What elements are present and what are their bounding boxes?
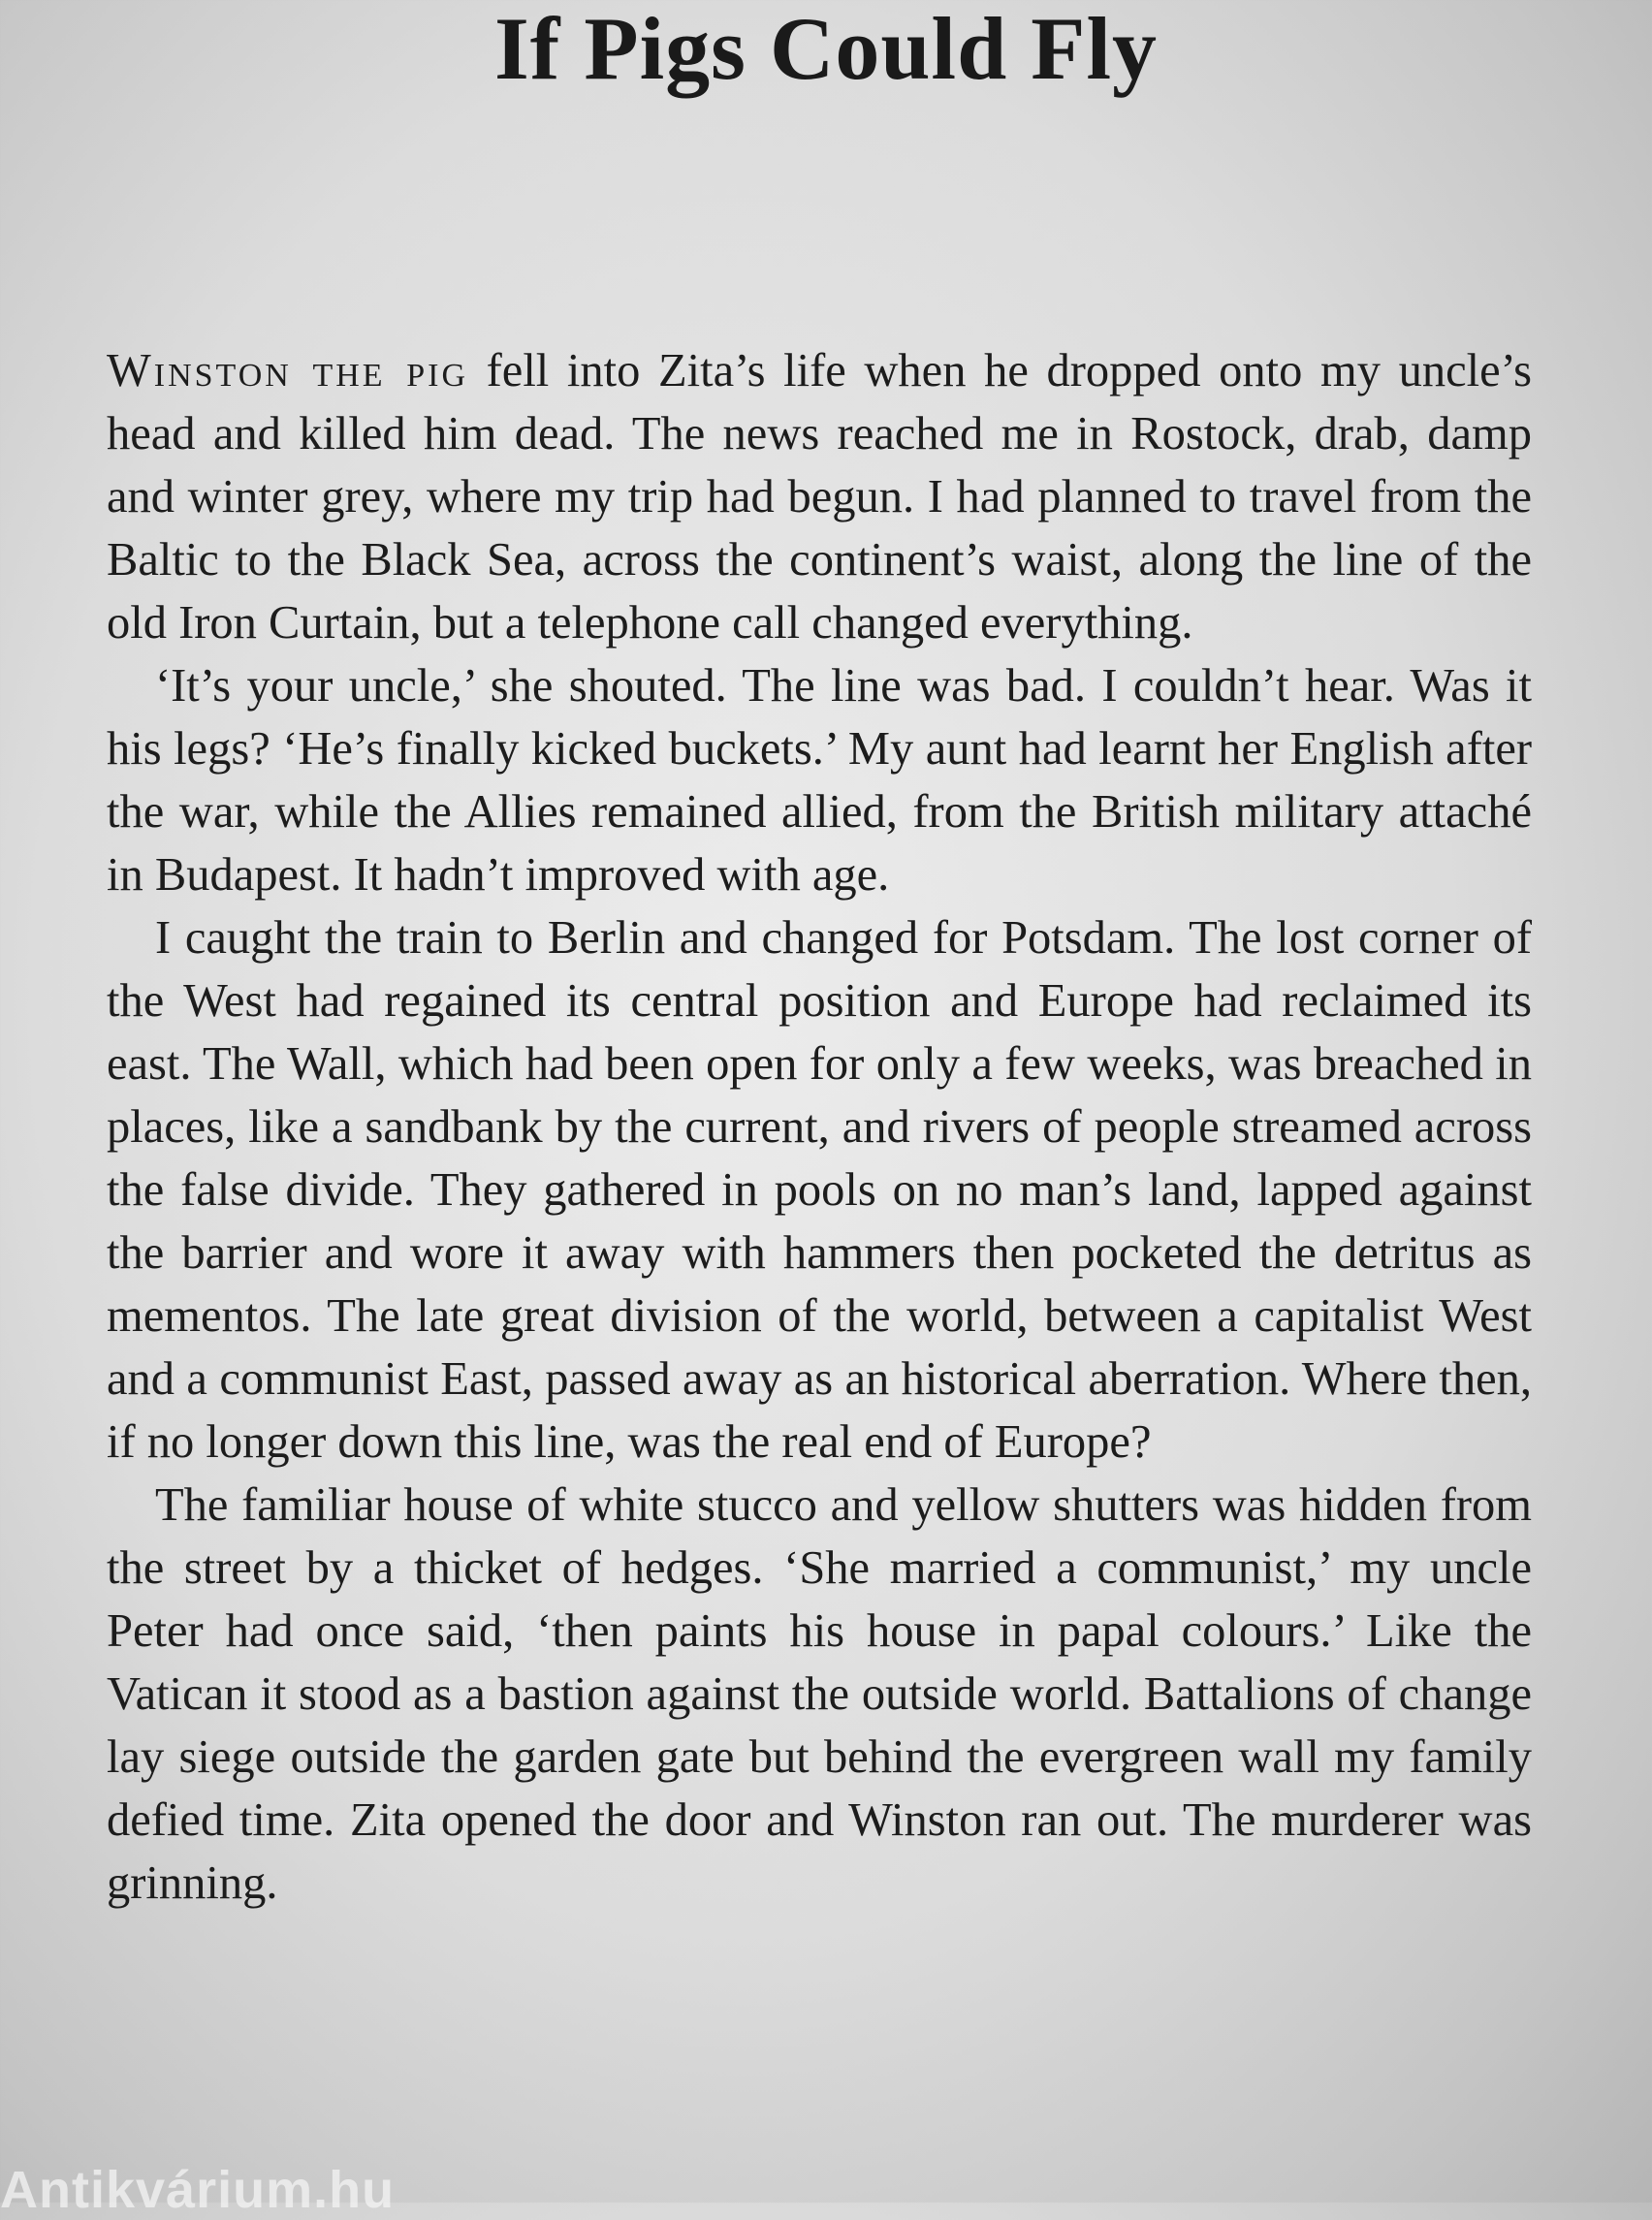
paragraph-3: I caught the train to Berlin and changed for Potsdam. The lost corner of the West had regained its central position and Europe had reclaimed its east. The Wall, which had been open for only a few weeks, was breached in places, like a sandbank by the current, and rivers of people streamed across the false divide. They gathered in pools on no man’s land, lapped against the barrier and wore it away with hammers then pocketed the detritus as mementos. The late great division of the world, between a capitalist West and a communist East, passed away as an historical aberration. Where then, if no longer down this line, was the real end of Europe? xyxy=(107,912,1532,1468)
chapter-body xyxy=(107,339,1532,1915)
paragraph-1-text: fell into Zita’s life when he dropped onto my uncle’s head and killed him dead. The news reached me in Rostock, drab, damp and winter grey, where my trip had begun. I had planned to travel from the Baltic to the Black Sea, across the continent’s waist, along the line of the old Iron Curtain, but a telephone call changed everything. xyxy=(107,345,1532,649)
watermark-text: Antikvárium.hu xyxy=(0,2161,396,2219)
paragraph-2: ‘It’s your uncle,’ she shouted. The line was bad. I couldn’t hear. Was it his legs? ‘He’s finally kicked buckets.’ My aunt had learnt her English after the war, while the Allies remained allied, from the British military attaché in Budapest. It hadn’t improved with age. xyxy=(107,660,1532,901)
opening-smallcaps: Winston the pig xyxy=(107,345,468,396)
chapter-title: If Pigs Could Fly xyxy=(493,0,1159,98)
paragraph-1 xyxy=(107,339,1532,654)
paragraph-4: The familiar house of white stucco and yellow shutters was hidden from the street by a thicket of hedges. ‘She married a communist,’ my uncle Peter had once said, ‘then paints his house in papal colours.’ Like the Vatican it stood as a bastion against the outside world. Battalions of change lay siege outside the garden gate but behind the evergreen wall my family defied time. Zita opened the door and Winston ran out. The murderer was grinning. xyxy=(107,1479,1532,1909)
